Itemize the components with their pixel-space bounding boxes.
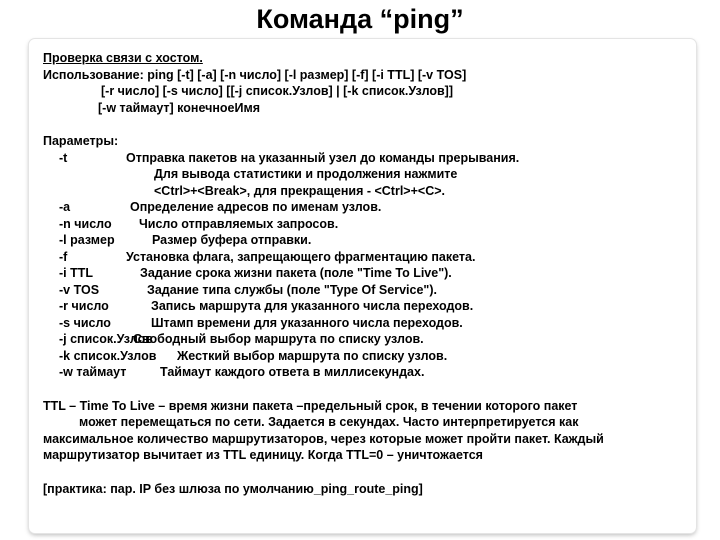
ttl-note-line: маршрутизатор вычитает из TTL единицу. Когда TTL=0 – уничтожается xyxy=(43,448,483,462)
slide-title: Команда “ping” xyxy=(256,4,464,34)
param-key: -j список.Узлов xyxy=(59,332,153,346)
param-key: -i TTL xyxy=(59,266,94,280)
param-description: Определение адресов по именам узлов. xyxy=(130,200,382,214)
param-description: Таймаут каждого ответа в миллисекундах. xyxy=(160,365,425,379)
param-row xyxy=(43,249,683,266)
usage-line: [-r число] [-s число] [[-j список.Узлов] | [-k список.Узлов]] xyxy=(101,84,454,98)
param-description: Штамп времени для указанного числа переходов. xyxy=(151,315,463,330)
param-description: Отправка пакетов на указанный узел до команды прерывания. xyxy=(126,150,520,165)
param-key: -l размер xyxy=(59,233,115,247)
param-row xyxy=(43,282,683,299)
params-heading: Параметры: xyxy=(43,134,119,148)
ttl-note-line: TTL – Time To Live – время жизни пакета –предельный срок, в течении которого пакет xyxy=(43,398,578,413)
param-key: -a xyxy=(59,200,71,214)
param-description: Для вывода статистики и продолжения нажмите xyxy=(154,167,458,181)
param-row xyxy=(43,348,683,365)
param-description: Число отправляемых запросов. xyxy=(139,216,339,231)
param-row xyxy=(43,199,683,216)
params-list xyxy=(43,150,683,381)
param-description: Размер буфера отправки. xyxy=(152,233,312,247)
param-key: -f xyxy=(59,249,68,264)
param-key: -n число xyxy=(59,216,112,231)
param-row xyxy=(43,331,683,348)
param-description: Запись маршрута для указанного числа переходов. xyxy=(151,299,474,313)
param-description: Свободный выбор маршрута по списку узлов. xyxy=(133,332,424,346)
usage-line: [-w таймаут] конечноеИмя xyxy=(98,100,261,115)
param-row xyxy=(43,232,683,249)
param-key: -r число xyxy=(59,299,109,313)
content-body xyxy=(43,50,683,497)
param-description: <Ctrl>+<Break>, для прекращения - <Ctrl>+<C>. xyxy=(154,183,446,198)
param-description: Задание срока жизни пакета (поле "Time To Live"). xyxy=(140,266,452,280)
param-description: Установка флага, запрещающего фрагментацию пакета. xyxy=(126,249,476,264)
param-description: Жесткий выбор маршрута по списку узлов. xyxy=(177,348,448,363)
param-row xyxy=(43,364,683,381)
param-row xyxy=(43,298,683,315)
param-description: Задание типа службы (поле "Type Of Service"). xyxy=(147,282,437,297)
param-key: -s число xyxy=(59,315,111,330)
param-row xyxy=(43,150,683,167)
param-row xyxy=(43,265,683,282)
param-key: -v TOS xyxy=(59,282,100,297)
param-row xyxy=(43,315,683,332)
ttl-note-line: может перемещаться по сети. Задается в секундах. Часто интерпретируется как xyxy=(79,415,579,429)
param-row xyxy=(43,166,683,183)
param-row xyxy=(43,216,683,233)
practice-note: [практика: пар. IP без шлюза по умолчанию_ping_route_ping] xyxy=(43,481,423,496)
param-key: -t xyxy=(59,150,68,165)
intro-heading: Проверка связи с хостом. xyxy=(43,51,203,65)
param-key: -w таймаут xyxy=(59,365,127,379)
usage-line: Использование: ping [-t] [-a] [-n число] [-l размер] [-f] [-i TTL] [-v TOS] xyxy=(43,67,467,82)
param-row xyxy=(43,183,683,200)
param-key: -k список.Узлов xyxy=(59,348,157,363)
ttl-note-line: максимальное количество маршрутизаторов, через которые может пройти пакет. Каждый xyxy=(43,431,604,446)
